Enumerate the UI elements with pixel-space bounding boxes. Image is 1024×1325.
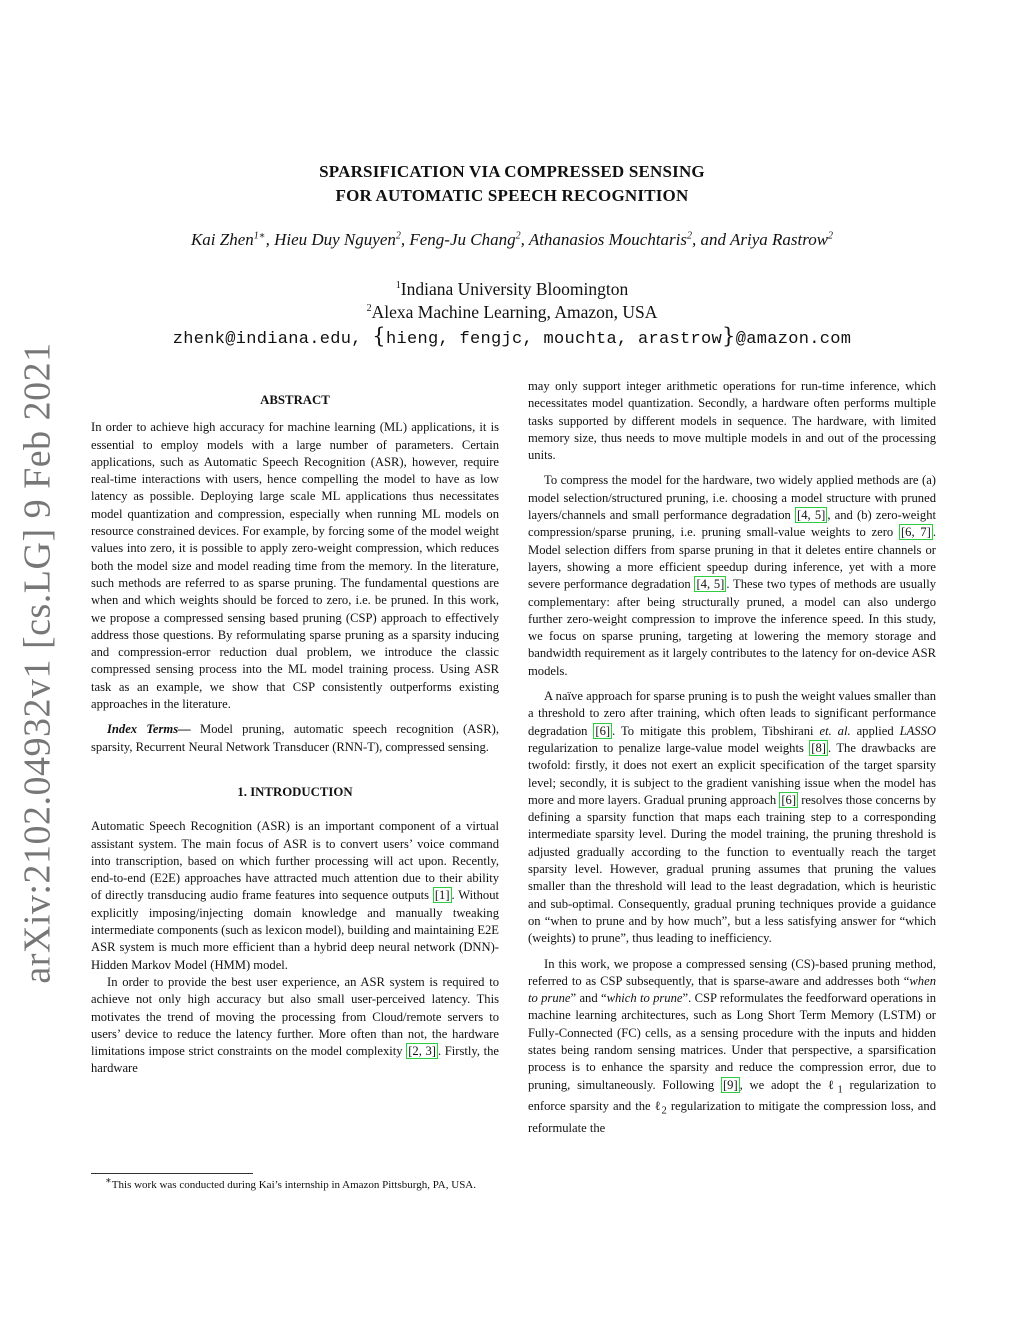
abstract-text: In order to achieve high accuracy for machine learning (ML) applications, it is essential to employ models with a large number of parameters. Certain applications, such as Automatic Speech Recognition (ASR), however, require real-time interactions with users, hence compelling the model to have as low latency as possible. Deploying large scale ML applications thus necessitates model quantization and compression, especially when running ML models on resource constrained devices. For example, by forcing some of the model weight values into zero, it is possible to apply zero-weight compression, which reduces both the model size and model reading time from the memory. In the literature, such methods are referred to as sparse pruning. The fundamental questions are when and which weights should be forced to zero, i.e. be pruned. In this work, we propose a compressed sensing based pruning (CSP) approach to effectively address those questions. By reformulating sparse pruning as a sparsity inducing and compression-error reduction dual problem, we introduce the classic compressed sensing process into the ML model training process. Using ASR task as an example, we show that CSP consistently outperforms existing approaches in the literature. [91,420,499,712]
subscript: 2 [661,1105,667,1117]
text-span: A naïve approach for sparse pruning is to push the weight values smaller than a threshold to zero after training, which often leads to significant performance degradation [528,689,936,738]
author-emails [0,324,1024,349]
abstract-heading: ABSTRACT [260,393,330,407]
citation-link[interactable]: [6] [595,723,611,738]
text-span: resolves those concerns by defining a sparsity function that maps each training step to a corresponding intermediate sparsity level. During the model training, the pruning threshold is adjusted gradually according to the function to eventually reach the target sparsity level. However, gradual pruning assumes that pruning the values smaller than the threshold will lead to the least degradation, which is heuristic and sub-optimal. Consequently, gradual pruning techniques provide a guidance on “when to prune and by how much”, but a less satisfying answer for “which (weights) to prune”, thus leading to inefficiency. [528,792,936,946]
affiliation-sup: 2 [366,303,372,315]
text-span: In order to provide the best user experience, an ASR system is required to achieve not only high accuracy but also small user-perceived latency. This motivates the trend of moving the processing from Cloud/remote servers to users’ device to reduce the latency further. More often than not, the hardware limitations impose strict constraints on the model complexity [91,974,499,1059]
affiliation-name: Indiana University Bloomington [400,279,629,299]
text-span: In this work, we propose a compressed sensing (CS)-based pruning method, referred to as CSP subsequently, that is sparse-aware and addresses both “ [528,956,936,988]
author-sep: , [520,230,529,249]
text-span: Automatic Speech Recognition (ASR) is an important component of a virtual assistant system. The main focus of ASR is to convert users’ voice command into transcription, based on which further processing will act upon. Recently, end-to-end (E2E) approaches have attracted much attention due to their ability of directly transducing audio frame features into sequence outputs [91,819,499,903]
right-paragraph-1 [528,472,936,680]
author-sep: , [265,230,275,249]
affiliation-name: Alexa Machine Learning, Amazon, USA [371,302,658,322]
intro-paragraph-2 [91,974,499,1078]
footnote-body: This work was conducted during Kai’s internship in Amazon Pittsburgh, PA, USA. [111,1179,477,1191]
email-group: hieng, fengjc, mouchta, arastrow [385,330,723,349]
text-italic: LASSO [899,723,936,738]
text-span: ”. CSP reformulates the feedforward operations in machine learning architectures, such as Long Short Term Memory (LSTM) or Fully-Connected (FC) cells, as a sensing procedure with the inputs and hidden states being random sensing matrices. Under that perspective, a sparsification process is to enhance the sparsity and reduce the compression error, due to pruning, simultaneously. Following [528,991,936,1092]
text-span: regularization to enforce sparsity and the ℓ [528,1077,936,1114]
affiliation-2 [0,301,1024,324]
author-sup: 2 [395,230,401,242]
text-span: , we adopt the ℓ [739,1077,838,1092]
email-first: zhenk@indiana.edu, [172,330,373,349]
email-brace-open: { [372,324,386,348]
affiliation-1 [0,278,1024,301]
footnote-text [91,1175,499,1193]
text-span: . Without explicitly imposing/injecting domain knowledge and manually tweaking intermediate components (such as lexicon model), building and maintaining E2E ASR system is much more efficient than a hybrid deep neural network (DNN)-Hidden Markov Model (HMM) model. [91,888,499,972]
text-span: To compress the model for the hardware, two widely applied methods are (a) model selection/structured pruning, i.e. choosing a model structure with pruned layers/channels and small performance degradation [528,473,936,523]
index-terms [91,721,499,756]
left-column [91,392,499,1078]
right-paragraph-3 [528,956,936,1138]
index-terms-label: Index Terms— [107,722,191,737]
author-name: Hieu Duy Nguyen [274,230,396,249]
arxiv-sidebar-stamp [12,342,64,984]
subscript: 1 [837,1084,843,1096]
text-span: . These two types of methods are usually complementary: after being structurally pruned, a model can also undergo further zero-weight compression to improve the inference speed. In this study, we focus on sparse pruning, targeting at lowering the memory storage and bandwidth requirement as it largely contributes to the latency for on-device ASR models. [528,577,936,678]
citation-link[interactable]: [4, 5] [696,577,725,592]
text-italic: et. al. [819,723,851,738]
text-span: regularization to mitigate the compression loss, and reformulate the [528,1099,936,1136]
author-name: Kai Zhen [190,230,254,249]
author-sup: 1∗ [253,230,266,242]
author-sup: 2 [687,230,693,242]
citation-link[interactable]: [1] [434,888,450,903]
footnote-rule [91,1173,253,1174]
text-italic: which to prune [606,991,683,1006]
text-span: . To mitigate this problem, Tibshirani [612,723,820,738]
text-span: ” and “ [570,991,607,1006]
citation-link[interactable]: [8] [811,740,826,755]
intro-paragraph-1 [91,818,499,974]
right-paragraph-2 [528,688,936,947]
text-span: . The drawbacks are twofold: firstly, it does not exert an explicit specification of the target sparsity level; secondly, it is subject to the gradient vanishing issue when the model has more and more layers. Gradual pruning approach [528,740,936,807]
author-sep: , [400,230,410,249]
footnote [91,1175,499,1193]
author-sep: , and [692,230,730,249]
title-line-2: FOR AUTOMATIC SPEECH RECOGNITION [335,186,689,205]
affiliations [0,278,1024,324]
author-list [0,230,1024,250]
author-name: Feng-Ju Chang [409,230,516,249]
author-name: Athanasios Mouchtaris [528,230,688,249]
email-brace-close: } [722,324,736,348]
citation-link[interactable]: [2, 3] [408,1044,436,1059]
paper-title [0,160,1024,208]
title-line-1: SPARSIFICATION VIA COMPRESSED SENSING [319,162,705,181]
author-sup: 2 [515,230,521,242]
text-italic: when to prune [528,973,936,1006]
email-domain: @amazon.com [735,330,852,349]
text-span: regularization to penalize large-value model weights [528,740,810,755]
text-span: . Model selection differs from sparse pruning in that it deletes entire channels or layers, showing a more efficient speedup during inference, yet with a more severe performance degradation [528,525,936,592]
text-span: , and (b) zero-weight compression/sparse pruning, i.e. pruning small-value weights to zero [528,508,936,540]
introduction-heading: 1. INTRODUCTION [237,784,353,799]
index-terms-text: Model pruning, automatic speech recognition (ASR), sparsity, Recurrent Neural Network Transducer (RNN-T), compressed sensing. [91,722,499,754]
right-column [528,378,936,1138]
citation-link[interactable]: [9] [722,1077,738,1092]
arxiv-identifier: arXiv:2102.04932v1 [cs.LG] 9 Feb 2021 [17,342,60,984]
text-span: . Firstly, the hardware [91,1044,499,1076]
author-name: Ariya Rastrow [729,230,829,249]
citation-link[interactable]: [6] [781,792,797,807]
citation-link[interactable]: [6, 7] [900,525,931,540]
text-span: applied [850,723,900,738]
right-paragraph-0: may only support integer arithmetic operations for run-time inference, which necessitates model quantization. Secondly, a hardware often performs multiple tasks supported by different models in sequence. The hardware, with limited memory size, thus needs to move multiple models in and out of the processing units. [528,379,936,463]
citation-link[interactable]: [4, 5] [797,508,826,523]
author-sup: 2 [828,230,834,242]
affiliation-sup: 1 [395,280,401,292]
footnote-mark: ∗ [105,1175,112,1187]
